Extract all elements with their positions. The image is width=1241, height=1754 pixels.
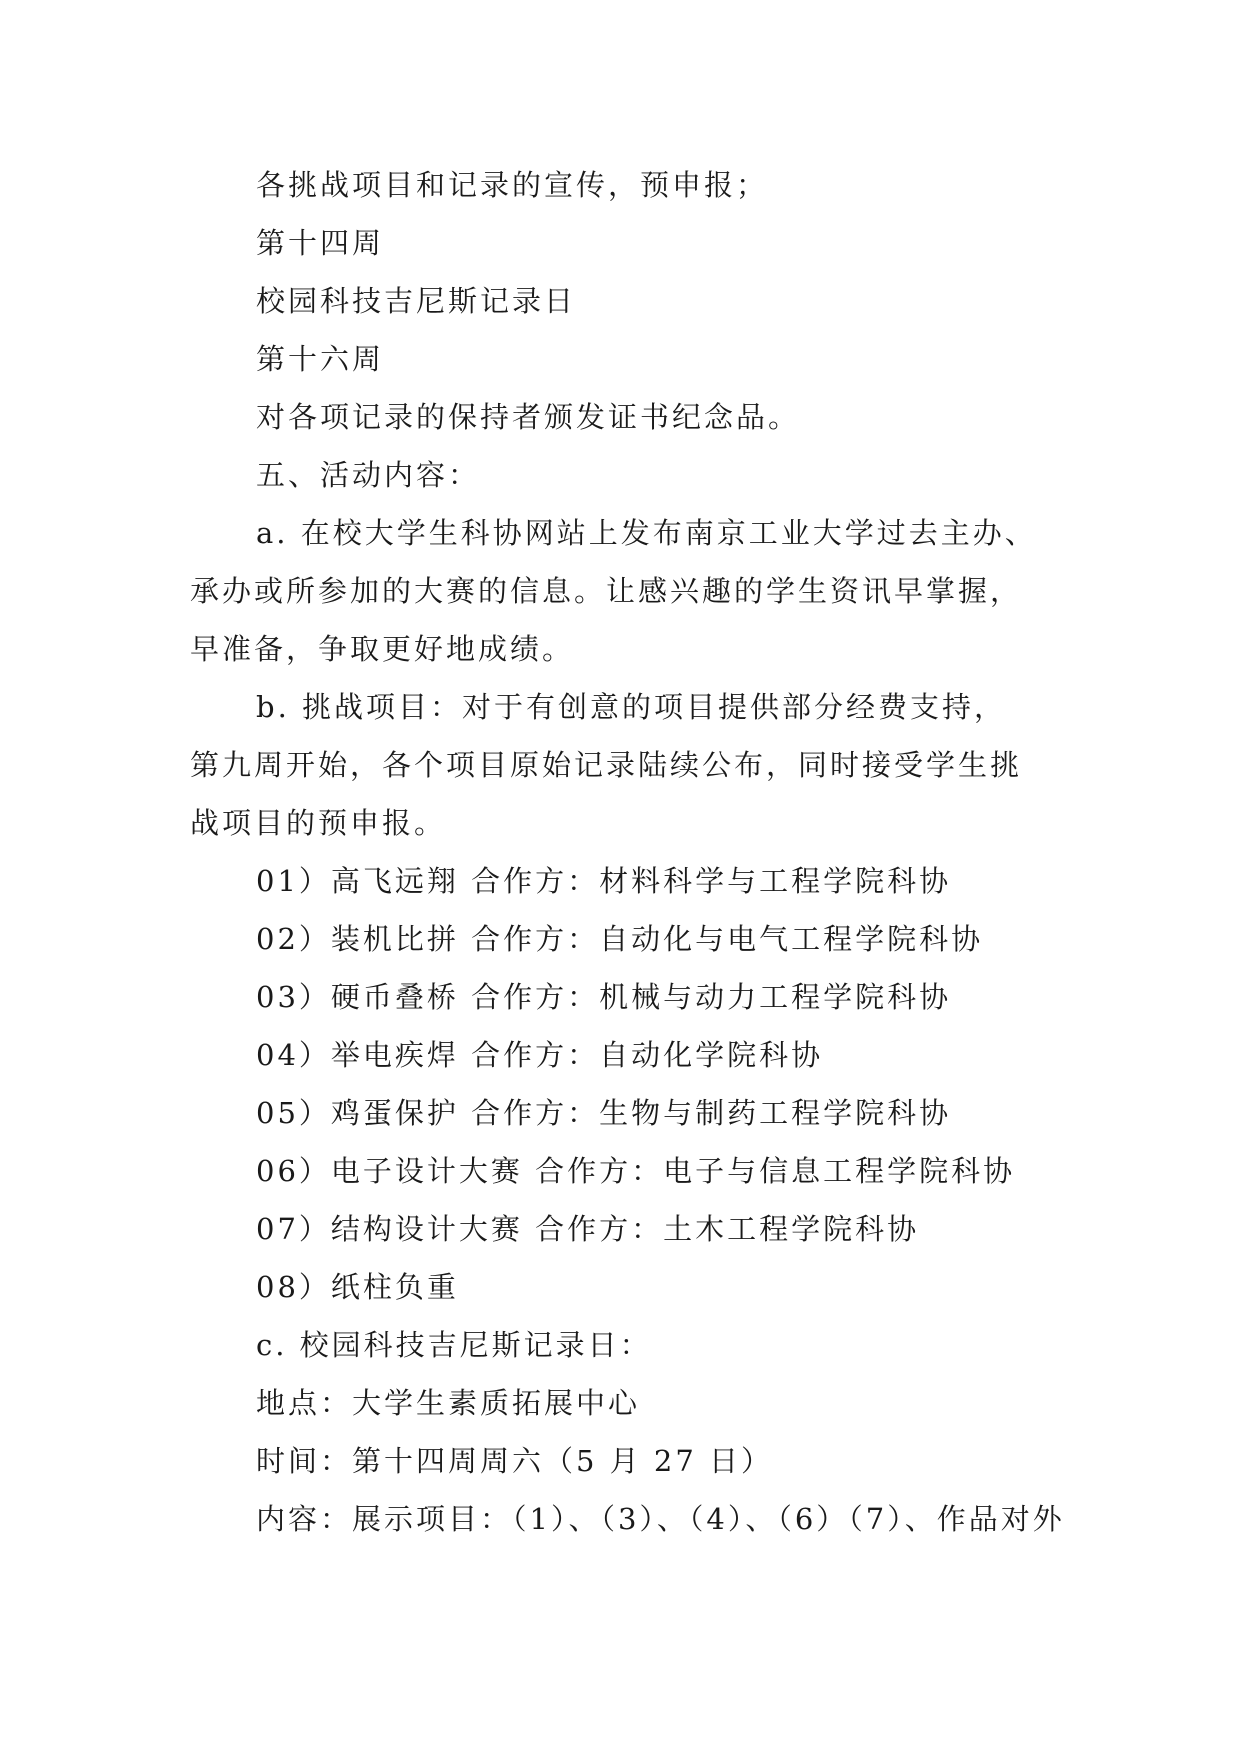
paragraph-a-line-3: 早准备，争取更好地成绩。 <box>190 632 575 666</box>
list-item: 08）纸柱负重 <box>256 1270 459 1304</box>
section-c <box>190 1316 1070 1548</box>
document-body <box>190 156 1070 1548</box>
paragraph-a-line-2: 承办或所参加的大赛的信息。让感兴趣的学生资讯早掌握， <box>190 574 1023 608</box>
paragraph-b-line-3: 战项目的预申报。 <box>190 806 447 840</box>
section-c-title: c. 校园科技吉尼斯记录日： <box>256 1328 652 1362</box>
paragraph-a-line-1: a. 在校大学生科协网站上发布南京工业大学过去主办、 <box>256 516 1037 550</box>
list-item: 01）高飞远翔 合作方：材料科学与工程学院科协 <box>256 864 952 898</box>
list-item: 06）电子设计大赛 合作方：电子与信息工程学院科协 <box>256 1154 1016 1188</box>
list-item: 07）结构设计大赛 合作方：土木工程学院科协 <box>256 1212 920 1246</box>
paragraph-a <box>190 504 1070 678</box>
project-list <box>190 852 1070 1316</box>
section-heading-activity-content: 五、活动内容： <box>256 458 481 492</box>
section-c-content: 内容：展示项目：（1）、（3）、（4）、（6）（7）、作品对外 <box>256 1502 1065 1536</box>
section-c-time: 时间：第十四周周六（5 月 27 日） <box>256 1444 774 1478</box>
list-item: 04）举电疾焊 合作方：自动化学院科协 <box>256 1038 824 1072</box>
list-item: 05）鸡蛋保护 合作方：生物与制药工程学院科协 <box>256 1096 952 1130</box>
text-line-record-day: 校园科技吉尼斯记录日 <box>256 284 577 318</box>
text-line-week-14: 第十四周 <box>256 226 385 260</box>
text-line-publicity: 各挑战项目和记录的宣传，预申报； <box>256 168 769 202</box>
text-line-certificates: 对各项记录的保持者颁发证书纪念品。 <box>256 400 801 434</box>
paragraph-b-line-1: b. 挑战项目：对于有创意的项目提供部分经费支持， <box>256 690 1007 724</box>
list-item: 02）装机比拼 合作方：自动化与电气工程学院科协 <box>256 922 984 956</box>
list-item: 03）硬币叠桥 合作方：机械与动力工程学院科协 <box>256 980 952 1014</box>
text-line-week-16: 第十六周 <box>256 342 385 376</box>
paragraph-b <box>190 678 1070 852</box>
section-c-location: 地点：大学生素质拓展中心 <box>256 1386 641 1420</box>
paragraph-b-line-2: 第九周开始，各个项目原始记录陆续公布，同时接受学生挑 <box>190 748 1023 782</box>
